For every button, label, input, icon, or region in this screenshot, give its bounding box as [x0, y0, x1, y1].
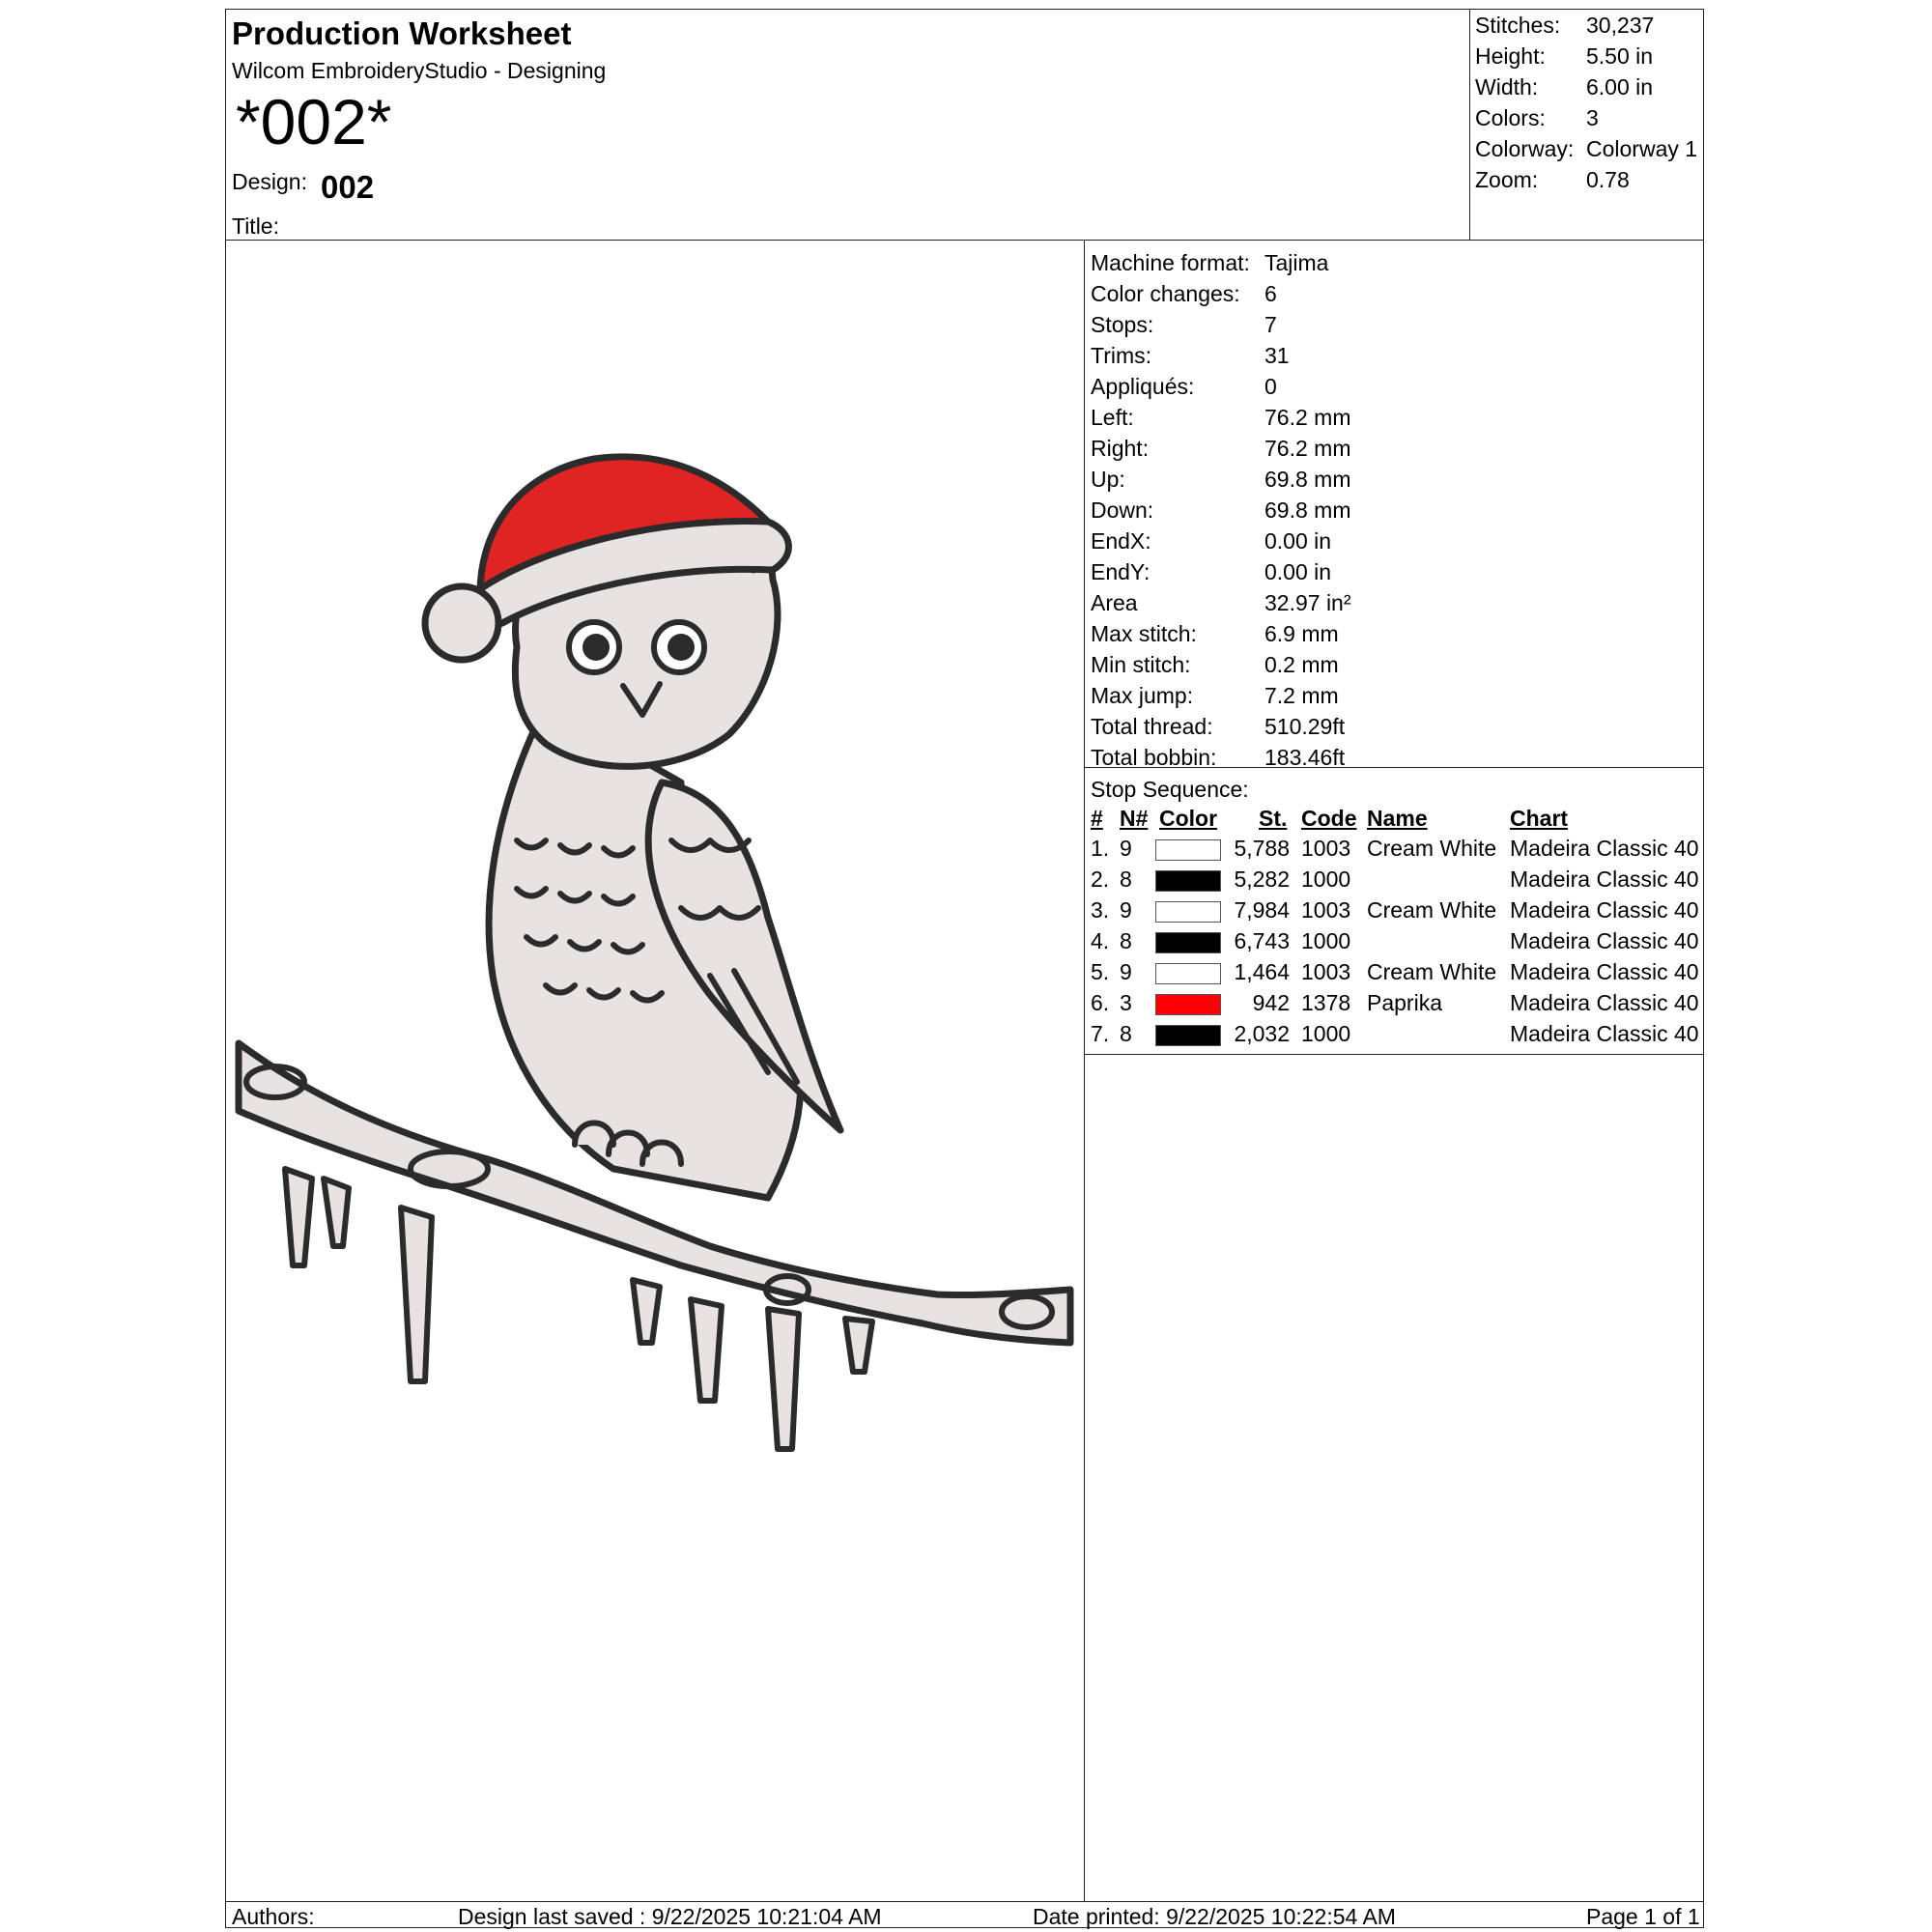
row-stitches: 5,788: [1234, 836, 1290, 861]
row-chart: Madeira Classic 40: [1510, 959, 1699, 984]
page-number: Page 1 of 1: [1586, 1904, 1700, 1929]
design-label: Design:: [232, 169, 307, 194]
authors-label: Authors:: [232, 1904, 315, 1929]
color-swatch: [1155, 963, 1221, 984]
height-label: Height:: [1475, 43, 1546, 69]
table-row: [1085, 990, 1704, 1019]
row-name: Cream White: [1367, 836, 1497, 861]
detail-value: Tajima: [1264, 250, 1329, 275]
detail-value: 69.8 mm: [1264, 467, 1351, 492]
colors-label: Colors:: [1475, 105, 1546, 130]
row-stitches: 7,984: [1234, 897, 1290, 923]
row-needle: 3: [1120, 990, 1132, 1015]
color-swatch: [1155, 932, 1221, 953]
col-header-code: Code: [1301, 806, 1357, 831]
row-num: 3.: [1091, 897, 1110, 923]
row-chart: Madeira Classic 40: [1510, 990, 1699, 1015]
row-stitches: 6,743: [1234, 928, 1290, 953]
row-code: 1000: [1301, 928, 1351, 953]
stop-sequence-title: Stop Sequence:: [1091, 777, 1249, 802]
icicle: [324, 1179, 349, 1246]
detail-value: 6: [1264, 281, 1277, 306]
row-code: 1003: [1301, 959, 1351, 984]
table-row: [1085, 897, 1704, 926]
col-header-color: Color: [1159, 806, 1218, 831]
zoom-label: Zoom:: [1475, 167, 1539, 192]
table-row: [1085, 867, 1704, 895]
width-value: 6.00 in: [1586, 74, 1654, 99]
detail-value: 183.46ft: [1264, 745, 1346, 770]
table-row: [1085, 928, 1704, 957]
colors-value: 3: [1586, 105, 1599, 130]
color-swatch: [1155, 1025, 1221, 1046]
icicle: [691, 1299, 722, 1401]
detail-label: EndY:: [1091, 559, 1151, 584]
row-num: 4.: [1091, 928, 1110, 953]
detail-label: Total thread:: [1091, 714, 1213, 739]
stitches-value: 30,237: [1586, 13, 1655, 38]
row-needle: 8: [1120, 867, 1132, 892]
row-chart: Madeira Classic 40: [1510, 897, 1699, 923]
detail-label: Min stitch:: [1091, 652, 1191, 677]
row-stitches: 942: [1252, 990, 1290, 1015]
row-needle: 8: [1120, 1021, 1132, 1046]
row-needle: 9: [1120, 897, 1132, 923]
row-num: 7.: [1091, 1021, 1110, 1046]
row-code: 1003: [1301, 836, 1351, 861]
design-value: 002: [321, 169, 375, 205]
row-code: 1003: [1301, 897, 1351, 923]
row-needle: 8: [1120, 928, 1132, 953]
divider: [1085, 767, 1704, 768]
row-name: Paprika: [1367, 990, 1442, 1015]
detail-value: 7: [1264, 312, 1277, 337]
detail-label: Right:: [1091, 436, 1150, 461]
color-swatch: [1155, 870, 1221, 892]
row-stitches: 5,282: [1234, 867, 1290, 892]
col-header-chart: Chart: [1510, 806, 1569, 831]
design-preview: [227, 242, 1083, 1901]
detail-value: 69.8 mm: [1264, 497, 1351, 523]
color-swatch: [1155, 994, 1221, 1015]
detail-value: 76.2 mm: [1264, 405, 1351, 430]
detail-label: Up:: [1091, 467, 1125, 492]
owl-pupil-right: [668, 634, 695, 661]
detail-label: Left:: [1091, 405, 1134, 430]
detail-value: 7.2 mm: [1264, 683, 1339, 708]
icicle: [768, 1309, 799, 1449]
worksheet-title: Production Worksheet: [232, 15, 572, 51]
colorway-label: Colorway:: [1475, 136, 1575, 161]
row-stitches: 1,464: [1234, 959, 1290, 984]
detail-label: Area: [1091, 590, 1138, 615]
detail-value: 31: [1264, 343, 1290, 368]
row-num: 1.: [1091, 836, 1110, 861]
worksheet-footer: [226, 1901, 1703, 1928]
detail-value: 0: [1264, 374, 1277, 399]
col-header-needle: N#: [1120, 806, 1149, 831]
santa-hat-pompom: [425, 586, 498, 660]
row-needle: 9: [1120, 959, 1132, 984]
divider: [1085, 1054, 1704, 1055]
colorway-value: Colorway 1: [1586, 136, 1698, 161]
detail-label: Machine format:: [1091, 250, 1250, 275]
detail-label: EndX:: [1091, 528, 1151, 554]
col-header-name: Name: [1367, 806, 1428, 831]
row-num: 2.: [1091, 867, 1110, 892]
row-code: 1000: [1301, 1021, 1351, 1046]
icicle: [633, 1280, 660, 1343]
owl-embroidery-image: [227, 242, 1083, 1901]
row-needle: 9: [1120, 836, 1132, 861]
detail-value: 32.97 in²: [1264, 590, 1351, 615]
last-saved: Design last saved : 9/22/2025 10:21:04 AM: [458, 1904, 882, 1929]
stitches-label: Stitches:: [1475, 13, 1561, 38]
detail-label: Stops:: [1091, 312, 1154, 337]
row-code: 1378: [1301, 990, 1351, 1015]
summary-panel: [1469, 10, 1703, 240]
detail-label: Appliqués:: [1091, 374, 1195, 399]
table-row: [1085, 836, 1704, 865]
row-chart: Madeira Classic 40: [1510, 1021, 1699, 1046]
color-swatch: [1155, 901, 1221, 923]
detail-value: 510.29ft: [1264, 714, 1346, 739]
row-chart: Madeira Classic 40: [1510, 928, 1699, 953]
detail-label: Trims:: [1091, 343, 1152, 368]
color-swatch: [1155, 839, 1221, 861]
width-label: Width:: [1475, 74, 1539, 99]
col-header-num: #: [1091, 806, 1103, 831]
col-header-stitches: St.: [1259, 806, 1288, 831]
software-name: Wilcom EmbroideryStudio - Designing: [232, 58, 607, 83]
row-name: Cream White: [1367, 959, 1497, 984]
owl-pupil-left: [582, 634, 610, 661]
icicle: [285, 1169, 312, 1265]
table-row: [1085, 1021, 1704, 1050]
icicle: [401, 1208, 432, 1381]
row-chart: Madeira Classic 40: [1510, 867, 1699, 892]
details-panel: [1084, 241, 1703, 1902]
detail-label: Down:: [1091, 497, 1154, 523]
table-row: [1085, 959, 1704, 988]
row-chart: Madeira Classic 40: [1510, 836, 1699, 861]
worksheet-header: [226, 10, 1703, 241]
row-name: Cream White: [1367, 897, 1497, 923]
detail-value: 6.9 mm: [1264, 621, 1339, 646]
detail-label: Total bobbin:: [1091, 745, 1217, 770]
zoom-value: 0.78: [1586, 167, 1630, 192]
icicle: [845, 1319, 872, 1372]
detail-value: 0.2 mm: [1264, 652, 1339, 677]
barcode-text: *002*: [236, 86, 392, 157]
height-value: 5.50 in: [1586, 43, 1654, 69]
detail-label: Max jump:: [1091, 683, 1194, 708]
detail-label: Max stitch:: [1091, 621, 1197, 646]
row-stitches: 2,032: [1234, 1021, 1290, 1046]
title-label: Title:: [232, 213, 279, 239]
detail-value: 0.00 in: [1264, 528, 1332, 554]
date-printed: Date printed: 9/22/2025 10:22:54 AM: [1033, 1904, 1396, 1929]
row-num: 6.: [1091, 990, 1110, 1015]
detail-label: Color changes:: [1091, 281, 1240, 306]
detail-value: 0.00 in: [1264, 559, 1332, 584]
row-num: 5.: [1091, 959, 1110, 984]
row-code: 1000: [1301, 867, 1351, 892]
detail-value: 76.2 mm: [1264, 436, 1351, 461]
production-worksheet: [225, 9, 1704, 1928]
